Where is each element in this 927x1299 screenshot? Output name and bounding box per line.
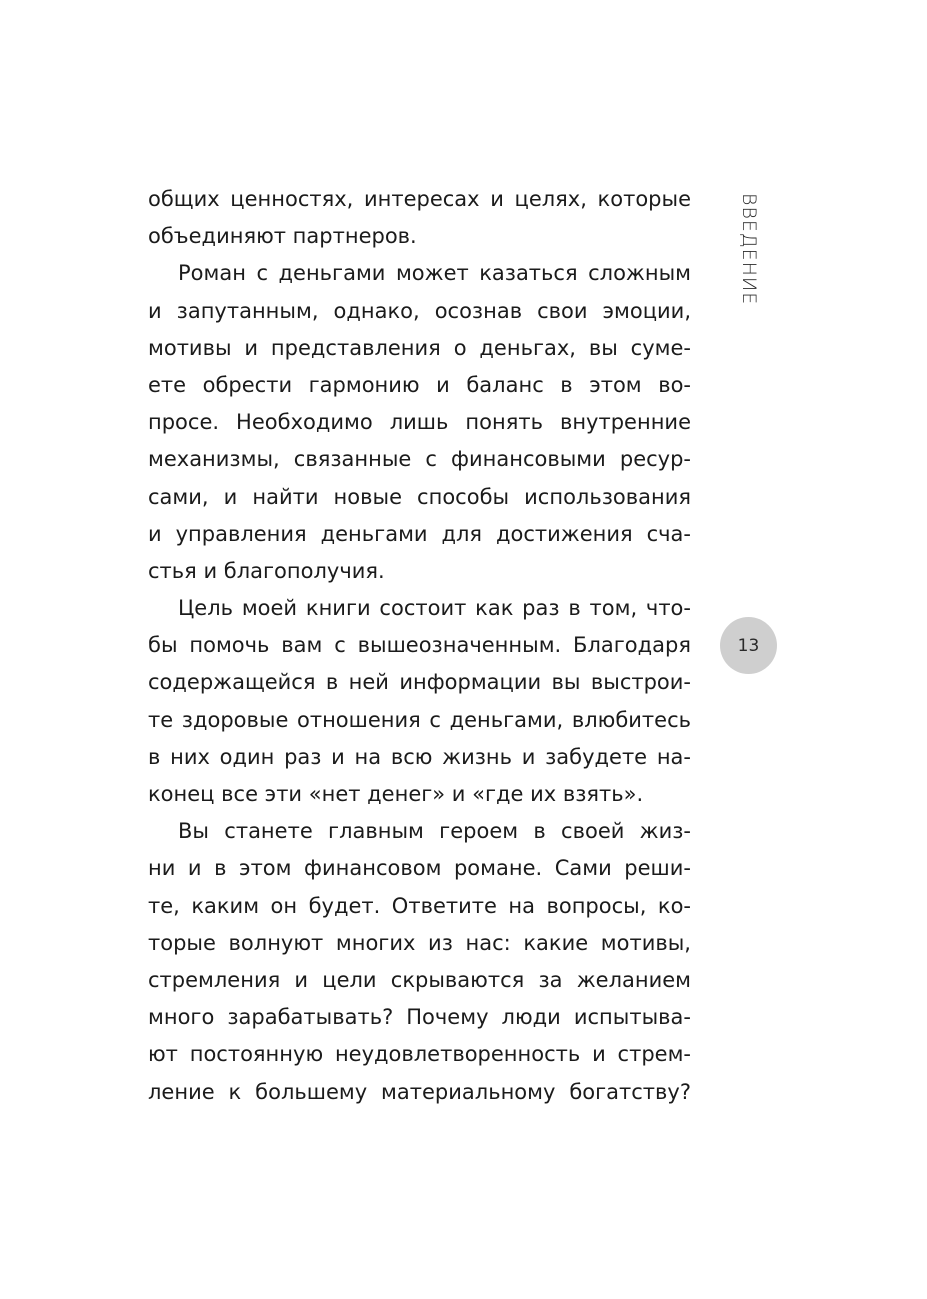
text-line: и управления деньгами для достижения сча- [148,521,691,546]
text-line: механизмы, связанные с финансовыми ресур- [148,447,691,472]
text-line: торые волнуют многих из нас: какие мотивы, [148,930,691,955]
text-line: ление к большему материальному богатству? [148,1079,691,1104]
text-line: те здоровые отношения с деньгами, влюбитесь [148,707,691,732]
text-line: Роман с деньгами может казаться сложным [178,261,691,286]
text-line: Цель моей книги состоит как раз в том, что- [178,596,691,621]
text-line: бы помочь вам с вышеозначенным. Благодаря [148,633,691,658]
text-line: общих ценностях, интересах и целях, которые [148,187,691,211]
text-line: стремления и цели скрываются за желанием [148,967,691,992]
text-line: те, каким он будет. Ответите на вопросы, ко- [148,893,691,918]
text-line: сами, и найти новые способы использования [148,484,691,509]
text-line: просе. Необходимо лишь понять внутренние [148,410,691,435]
text-line: Вы станете главным героем в своей жиз- [178,819,691,844]
text-line: конец все эти «нет денег» и «где их взять». [148,782,644,806]
text-line: много зарабатывать? Почему люди испытыва- [148,1005,691,1030]
text-line: ете обрести гармонию и баланс в этом во- [148,372,691,397]
page-number: 13 [737,635,760,656]
body-text [148,181,691,1111]
text-line: объединяют партнеров. [148,224,417,249]
text-line: в них один раз и на всю жизнь и забудете на- [148,744,691,769]
text-line: мотивы и представления о деньгах, вы суме- [148,335,691,360]
text-line: и запутанным, однако, осознав свои эмоции, [148,298,691,323]
text-line: ни и в этом финансовом романе. Сами реши- [148,856,691,881]
text-line: ют постоянную неудовлетворенность и стрем- [148,1042,691,1067]
text-line: содержащейся в ней информации вы выстрои- [148,670,691,695]
section-title-vertical: ВВЕДЕНИЕ [738,193,760,306]
text-line: стья и благополучия. [148,558,385,583]
page-number-badge [720,617,777,674]
